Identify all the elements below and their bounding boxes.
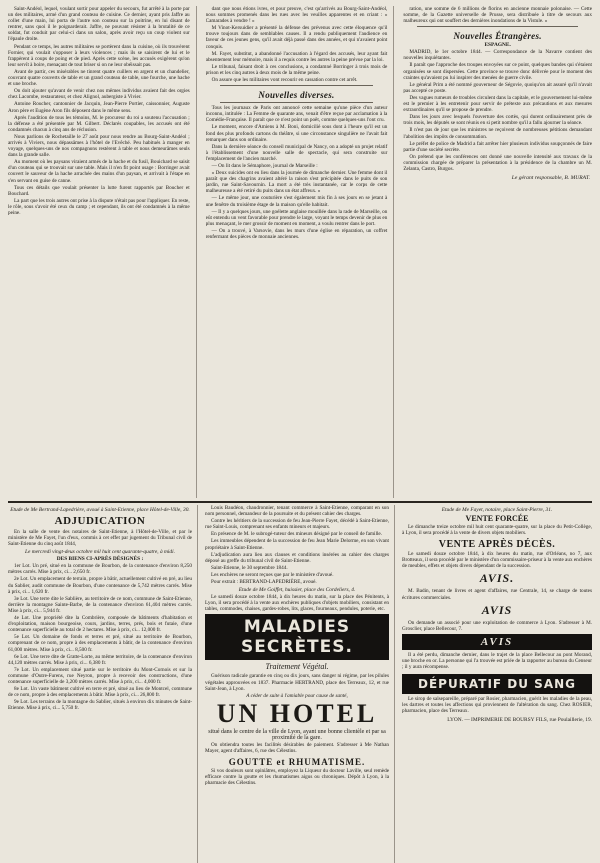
maladies-subtitle: Traitement Végétal. <box>265 662 329 672</box>
lot-item: 7e Lot. Un emplacement situé partie sur le territoire du Mont-Cornois et sur la commune d'Outre-Furens, rue Neyron, propre à recevoir des constructions, d'une contenance superficielle de 3,200 mètres carrés. Mise à prix, ci... 4,000 fr. <box>8 666 192 685</box>
lot-item: 6e Lot. Une terre dite de Gratte-Lorte, au même territoire, de la contenance d'environ 44,120 mètres carrés. Mise à prix, ci... 6,380 fr. <box>8 653 192 666</box>
ads-col-1 <box>8 505 198 863</box>
depuratif-du-sang-banner: DÉPURATIF DU SANG <box>402 674 592 694</box>
article-paragraph: M. Fayet, substitut, a abandonné l'accusation à l'égard des accusés, leur ayant fait absentement leur mémoire, mais il a requis contre les autres la peine prévue par la loi. <box>205 50 388 63</box>
avis-paragraph: M. Badin, tenant de livres et agent d'affaires, rue Centrale, 14, se charge de toutes écritures commerciales. <box>402 588 592 601</box>
article-paragraph: Dans les jours avec lesquels l'ouverture des cortès, qui durent ordinairement près de trois mois, les députés se sont réunis en si petit nombre qu'il a fallu ajourner la séance. <box>403 114 592 127</box>
upper-col-1 <box>8 6 197 498</box>
article-paragraph: La part que les trois autres ont prise à la dispute n'était pas pour l'appliquer. En reste, le rôle, sous s'avoir été ceux du camp ; et cependant, ils ont été condamnés à la même peine. <box>8 197 190 216</box>
article-paragraph: Le moment, encore d'Amiens à M. Boni, domicilié sous dont à l'heure qu'il est un fond des plus profonds cartons du théâtre, si une circonstance singulière ne l'avait fait remarquer dans son ordinaire. <box>205 124 388 143</box>
article-paragraph: Le général Prim a été nommé gouverneur de Ségovie, quoiqu'on ait assuré qu'il n'avait pas accepté ce poste. <box>403 81 592 94</box>
article-paragraph: — Il y a quelques jours, une goélette anglaise mouillée dans la rade de Marseille, on eût entendu un vent favorable pour prendre le large, voyant le temps devenir de plus en plus menaçant, le mer grossir de moment en moment, a voulu rentrer dans le port. <box>205 208 388 227</box>
article-paragraph: Saint-Andéol, lequel, voulant sortir pour appeler du secours, fut arrêté à la porte par un des militaires, armé d'un grand couteau de cuisine. Ce dernier, ayant pris Jaffre au collet d'une main, lui porta de l'autre son couteau sur la poitrine, en lui disant de rentrer, sans quoi il le poignarderait. Jaffre, ne pouvant résister à la brutalité de ce soldat, fut conduit par celui-ci dans un salon, après avoir reçu un coup violent sur l'épaule droite. <box>8 6 190 43</box>
avis-paragraph: On demande un associé pour une exploitation de commerce à Lyon. S'adresser à M. Grosclier, place Bellecour, 7. <box>402 619 592 632</box>
avis-title: AVIS. <box>479 571 515 586</box>
lot-item: 5e Lot. Un domaine de fonds et terres et pré, situé au territoire de Bourbon, comprenant de ce nom, propre à des emplacements à bâtir, de la contenance d'environ 61,000 mètres. Mise à prix, ci... 8,500 fr. <box>8 634 192 653</box>
lot-item: 8e Lot. Un vaste bâtiment cultivé en terre et pré, situé au lieu de Montcel, commune de ce nom, propre à des emplacements à bâtir. Mise à prix, ci... 26,800 fr. <box>8 686 192 699</box>
maladies-secretes-banner: MALADIES SECRÈTES. <box>205 614 389 660</box>
avis-banner: AVIS <box>402 634 592 650</box>
legal-paragraph: Louis Baudéon, chaudronnier, tenant commerce à Saint-Etienne, comparant en son nom personnel, demandeur de la poursuite et du présent cahier des charges. <box>205 505 389 518</box>
article-paragraph: Au moment où les paysans viraient armés de la hache et du fusil, Bouichard se saisit d'un couteau qui se trouvait sur une table. Mais il n'en fit point usage : Borringer avait couvert le sauveur de la hache arrachée des mains d'un paysan, et arrivait à l'étape en s'en servant en guise de canne. <box>8 159 190 184</box>
article-paragraph: Dans la dernière séance du conseil municipal de Nancy, on a adopté un projet relatif à l'établissement d'une nouvelle salle de spectacle, qui sera construite sur l'emplacement de l'ancien marché. <box>205 143 388 162</box>
article-paragraph: On prétend que les conférences ont donné une nouvelle intensité aux travaux de la commission chargée de préparer la présentation à la présidence de la chambre un M. Zelanta, Castro, Burgos. <box>403 153 592 172</box>
ads-col-2 <box>205 505 395 863</box>
article-paragraph: On assure que les militaires vont recourir en cassation contre cet arrêt. <box>211 77 358 84</box>
lot-item: 9e Lot. Les terrains de la montagne du Sablier, situés à environ dix minutes de Saint-Etienne. Mise à prix, ci... 5,750 fr. <box>8 699 192 712</box>
article-paragraph: Après l'audition de tous les témoins, M. le procureur du roi a soutenu l'accusation ; la défense a été présentée par M. Gilbert. Déclarés coupables, les accusés ont été condamnés chacun à cinq ans de réclusion. <box>8 114 190 133</box>
printer-imprint: LYON. — IMPRIMERIE DE BOURSY FILS, rue Poulaillerie, 19. <box>447 717 592 724</box>
article-paragraph: — Le même jour, une couturière s'est également mis fin à ses jours en se jetant à une fenêtre du troisième étage de la maison qu'elle habitait. <box>205 195 388 208</box>
avis-title: AVIS <box>481 602 513 617</box>
article-paragraph: Tous ces détails que voulait présenter la lutte furent rapportés par Boucher et Bouchard. <box>8 184 190 197</box>
lot-item: 1er Lot. Un pré, situé en la commune de Bourbon, de la contenance d'environ 8,250 mètres carrés. Mise à prix, ci... 2,650 fr. <box>8 563 192 576</box>
article-paragraph: — On a trouvé, à Varsovie, dans les murs d'une église en réparation, un coffret renfermant des pièces de monnaie anciennes. <box>205 227 388 240</box>
hotel-intro: A céder de suite à l'amiable pour cause de santé, <box>246 692 348 699</box>
adjudication-title: ADJUDICATION <box>54 515 146 527</box>
article-paragraph: Il n'est pas de jour que les ministres ne reçoivent de nombreuses pétitions demandant l'abolition des impôts de consommation. <box>403 127 592 140</box>
goutte-rhumatisme-title: GOUTTE et RHUMATISME. <box>228 756 366 767</box>
ads-divider <box>8 501 592 503</box>
upper-col-3 <box>403 6 592 498</box>
vente-apres-deces-title: VENTE APRÈS DÉCÈS. <box>438 539 556 551</box>
legal-paragraph: Les immeubles dépendent de la succession de feu Jean Marie Delorme, en son vivant propriétaire à Saint-Etienne. <box>205 538 389 551</box>
country-heading: ESPAGNE. <box>484 42 511 49</box>
ads-col-3 <box>402 505 592 863</box>
article-paragraph: Il paraît que l'approche des troupes envoyées sur ce point, quelques bandes qui s'étaient organisées se sont dispersées. Cette province se trouve donc délivrée pour le moment des craintes qu'avaient pu lui inspirer des menées de guerre civile. <box>403 62 592 81</box>
article-paragraph: Avant de partir, ces misérables ne tinrent quatre cuillers en argent et un chandelier, couvrant quatre couverts de table et un grand couteau de table, une fourche, une hache et une broche. <box>8 68 190 88</box>
article-paragraph: Des vagues rumeurs de troubles circulent dans la capitale, et le gouvernement lui-même est le premier à les entretenir pour servir de prétexte aux précautions et aux mesures extraordinaires qu'il se propose de prendre. <box>403 94 592 114</box>
article-paragraph: Tous les journaux de Paris ont annoncé cette semaine qu'une pièce d'un auteur inconnu, intitulée : La Femme de quarante ans, venait d'être reçue par acclamation à la Comédie-Française. Il paraît que ce n'est point un poêt, comme quelques-uns l'ont cru. <box>205 105 388 124</box>
hotel-paragraph: On obtiendra toutes les facilités désirables de paiement. S'adresser à Me Nathan Mayer, agent d'affaires, 6, rue des Célestins. <box>205 741 389 754</box>
legal-paragraph: Contre les héritiers de la succession de feu Jean-Pierre Fayet, décédé à Saint-Etienne, rue Saint-Louis, comprenant ses enfants mineurs et majeurs. <box>205 518 389 531</box>
advertisement-columns <box>8 505 592 863</box>
goutte-paragraph: Si vos douleurs sont opiniâtres, employez la Liqueur du docteur Laville, seul remède efficace contre la goutte et les rhumatismes aigus ou chroniques. Dépôt à Lyon, à la pharmacie des Célestins. <box>205 767 389 787</box>
depuratif-paragraph: Le sirop de salsepareille, préparé par Rosier, pharmacien, guérit les maladies de la peau, les dartres et toutes les affections qui proviennent de l'altération du sang. Chez ROSIER, pharmacien, place des Terreaux. <box>402 696 592 715</box>
legal-paragraph: Saint-Etienne, le 30 septembre 1844. <box>211 564 288 571</box>
article-paragraph: ration, une somme de 6 millions de florins en ancienne monnaie polonaise. — Cette somme, de la Gazette universelle de Prusse, sera distribuée à titre de secours aux malheureux qui ont souffert des dernières inondations de la Vistule. » <box>403 6 592 25</box>
lot-item: 2e Lot. Un emplacement de terrain, propre à bâtir, actuellement cultivé en pré, au lieu du Sablier, audit commune de Bourbon, d'une contenance de 5,742 mètres carrés. Mise à prix, ci... 1,620 fr. <box>8 576 192 595</box>
dateline-paragraph: MADRID, le 1er octobre 1844. — Correspondance de la Navarre contient des nouvelles inquiétantes. <box>403 49 592 62</box>
adjudication-date: Le mercredi vingt-deux octobre mil huit cent quarante-quatre, à midi. <box>25 549 175 556</box>
legal-paragraph: En présence de M. le subrogé-tuteur des mineurs désigné par le conseil de famille. <box>211 531 382 538</box>
legal-paragraph: L'adjudication aura lieu aux clauses et conditions insérées au cahier des charges déposé au greffe du tribunal civil de Saint-Etienne. <box>205 551 389 564</box>
avis-paragraph: Il a été perdu, dimanche dernier, dans le trajet de la place Bellecour au pont Morand, une broche en or. La personne qui l'a trouvée est priée de la rapporter au bureau du Censeur ; il y aura récompense. <box>402 651 592 671</box>
biens-heading: DES BIENS CI-APRÈS DÉSIGNÉS : <box>56 556 144 563</box>
legal-notice-heading: Etude de Me Bertrand-Lapedrière, avoué à Saint-Etienne, place Hôtel-de-Ville, 30. <box>10 507 190 513</box>
article-paragraph: — On lit dans le Sémaphore, journal de Marseille : <box>211 162 318 169</box>
legal-paragraph: Pour extrait : BERTRAND-LAPEDRIÈRE, avoué. <box>211 579 317 586</box>
hotel-subtitle: situé dans le centre de la ville de Lyon, ayant une bonne clientèle et par sa proximité de la gare. <box>208 728 386 741</box>
article-paragraph: Nous parlions de Rochetaille le 27 août pour nous rendre au Bourg-Saint-Andéol ; arrivés à Viviers, nous dépassâmes à l'hôtel de l'Evêché. Peu habitués à manger en voyage, quelques-uns de nos compagnons restèrent à table et nous demeurâmes seuls dans la grande salle. <box>8 133 190 159</box>
section-divider <box>417 26 578 27</box>
lot-item: 4e Lot. Une propriété dite la Combrière, composée de bâtiments d'habitation et d'exploitation, maison bourgeoise, cours, jardins, terres, prés, bois et futaie, d'une contenance superficielle au total de 2 hectares. Mise à prix, ci... 12,000 fr. <box>8 615 192 634</box>
article-paragraph: Le préfet de police de Madrid a fait arrêter hier plusieurs individus soupçonnés de faire partie d'une société secrète. <box>403 140 592 153</box>
huissier-heading: Etude de Me Goiffet, huissier, place des Cordeliers, 4. <box>238 587 356 594</box>
section-divider <box>220 102 374 103</box>
article-paragraph: M Vinot-Kersuidier a présenté la défense des prévenus avec cette éloquence qu'il trouve toujours dans de semblables causes. Il a rendu publiquement l'audience en faveur de ces jeunes gens, qu'il avait déjà passé dans des années, et qui n'avaient point conquis. <box>205 25 388 50</box>
maladies-paragraph: Guérison radicale garantie en cinq ou dix jours, sans danger ni régime, par les pilules végétales approuvées en 1837. Pharmacie HERTRAND, place des Terreaux, 12, et rue Saint-Jean, à Lyon. <box>205 673 389 692</box>
article-paragraph: « Deux suicides ont eu lieu dans la journée de dimanche dernier. Une femme dont il paraît que des chagrins avaient altéré la raison s'est précipitée dans le puits de son jardin, rue Saint-Savournin. La mort a été très instantanée, car le corps de cette malheureuse a été retiré du puits dans un état affreux. » <box>205 170 388 195</box>
article-paragraph: On doit ajouter qu'avant de venir chez nos mêmes individus avaient fait des orgies chez Lacombe, restaurateur, et chez Alignol, aubergiste à Vivier. <box>8 88 190 101</box>
section-title-nouvelles-etrangeres: Nouvelles Étrangères. <box>453 31 542 42</box>
section-divider <box>220 85 374 86</box>
vente-paragraph: Le samedi douze octobre 1844, à dix heures du matin, sur la place des Pénitents, à Lyon, il sera procédé à la vente aux enchères publiques d'objets mobiliers, consistant en tables, commodes, chaises, gardes-robes, lits, glaces, fourneaux, pendules, poterie, etc. <box>205 594 389 613</box>
article-paragraph: Antoine Roucher, cantonnier de Jacquin, Jean-Pierre Portier, caissonnier, Auguste Aron père et Eugène Aron fils déposent dans le même sens. <box>8 101 190 114</box>
adjudication-intro: En la salle de vente des notaires de Saint-Etienne, à l'Hôtel-de-Ville, et par le ministère de Me Fayet, l'un d'eux, commis à cet effet par jugement du Tribunal civil de Saint-Etienne du cinq août 1844, <box>8 529 192 548</box>
vente-apres-deces-paragraph: Le samedi douze octobre 1844, à dix heures du matin, rue d'Orléans, no 7, aux Brotteaux, il sera procédé par le ministère d'un commissaire-priseur à la vente aux enchères de meubles, effets et objets divers dépendant de la succession. <box>402 551 592 570</box>
vente-forcee-paragraph: Le dimanche treize octobre mil huit cent quarante-quatre, sur la place du Petit-Collège, à Lyon, il sera procédé à la vente de divers objets mobiliers. <box>402 524 592 537</box>
hotel-headline: UN HOTEL <box>216 698 378 728</box>
lot-item: 3e Lot. Une terre dite le Sablière, au territoire de ce nom, commune de Saint-Etienne, derrière la montagne Sainte-Barbe, de la contenance d'environ 61,404 mètres carrés. Mise à prix, ci... 5,944 fr. <box>8 595 192 614</box>
article-paragraph: Pendant ce temps, les autres militaires se portèrent dans la cuisine, où ils trouvèrent Fornier, qui voulait s'opposer à leurs violences ; mais ils se saisirent de lui et le frappèrent à coups de poing et de pied. Après cette scène, les accusés exigèrent qu'on leur servît à boire, menaçant de tout briser si on ne leur obéissait pas. <box>8 43 190 68</box>
article-paragraph: Le tribunal, faisant droit à ces conclusions, a condamné Borringer à trois mois de prison et les cinq autres à deux mois de la même peine. <box>205 63 388 76</box>
vente-forcee-title: VENTE FORCÉE <box>465 514 529 523</box>
upper-columns <box>8 6 592 498</box>
section-title-nouvelles-diverses: Nouvelles diverses. <box>258 90 335 101</box>
notaire-heading: Etude de Me Fayet, notaire, place Saint-Pierre, 31. <box>441 507 553 513</box>
upper-col-2 <box>206 6 395 498</box>
legal-paragraph: Les enchères ne seront reçues que par le ministère d'avoué. <box>211 571 334 578</box>
article-paragraph: dant que nous étions ivres, et pour preuve, c'est qu'arrivés au Bourg-Saint-Andéol, nous sommes promenés dans les rues avec les veuilles apparentes et en criant : « Camarades à vendre ! » <box>205 6 388 25</box>
gerant-signature: Le gérant responsable, B. MURAT. <box>511 175 590 182</box>
